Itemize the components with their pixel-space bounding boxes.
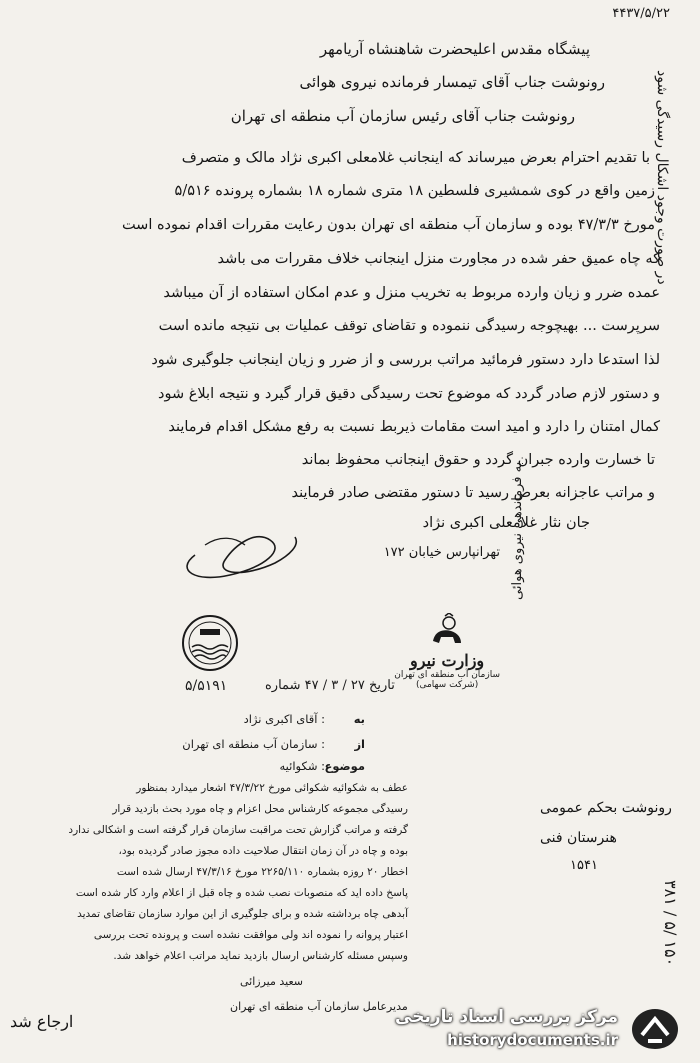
right-margin-note: در صورت وجود اشکال رسیدگی شود — [654, 70, 670, 285]
memo-signer-title: مدیرعامل سازمان آب منطقه ای تهران — [230, 1000, 408, 1013]
right-margin-note: رونوشت بحکم عمومی — [540, 800, 672, 816]
subject-label: موضوع — [324, 759, 365, 773]
letter-line: با تقدیم احترام بعرض میرساند که اینجانب غلامعلی اکبری نژاد مالک و متصرف — [181, 150, 650, 166]
memo-to-field — [244, 712, 365, 726]
lion-and-sun-emblem-icon — [427, 613, 467, 647]
memo-number: ۵/۵۱۹۱ — [185, 678, 228, 694]
memo-body-line: اعتبار پروانه را نموده اند ولی موافقت نشده است و پرونده تحت بررسی — [93, 929, 408, 941]
memo-body-line: اخطار ۲۰ روزه بشماره ۲۲۶۵/۱۱۰ مورخ ۴۷/۳/۱۶ ارسال شده است — [116, 866, 408, 878]
right-margin-note: هنرستان فنی — [540, 830, 617, 846]
letter-line: لذا استدعا دارد دستور فرمائید مراتب بررسی و از ضرر و زیان اینجانب جلوگیری شود — [151, 352, 660, 368]
letter-line: تا خسارت وارده جبران گردد و حقوق اینجانب محفوظ بماند — [301, 452, 655, 468]
ministry-block — [394, 613, 500, 690]
letter-line: زمین واقع در کوی شمشیری فلسطین ۱۸ متری شماره ۱۸ بشماره پرونده ۵/۵۱۶ — [174, 183, 655, 199]
sender-address: تهرانپارس خیابان ۱۷۲ — [383, 545, 500, 560]
memo-body-line: بوده و چاه در آن زمان انتقال صلاحیت داده مجوز صادر گردیده بود، — [118, 845, 408, 857]
memo-body-line: رسیدگی مجموعه کارشناس محل اعزام و چاه مورد بحث بازدید قرار — [112, 803, 408, 815]
from-value: : سازمان آب منطقه ای تهران — [182, 737, 325, 751]
salutation-line: پیشگاه مقدس اعلیحضرت شاهنشاه آریامهر — [319, 40, 590, 58]
subject-value: : شکوائیه — [279, 759, 325, 773]
org-type: (شرکت سهامی) — [415, 680, 479, 690]
reference-number: ۴۴۳۷/۵/۲۲ — [612, 6, 670, 21]
memo-letterhead — [170, 605, 500, 715]
org-name: سازمان آب منطقه ای تهران — [394, 670, 500, 680]
letter-line: کمال امتنان را دارد و امید است مقامات ذیربط نسبت به رفع مشکل اقدام فرمایند — [168, 419, 660, 435]
letter-line: و مراتب عاجزانه بعرض رسید تا دستور مقتضی صادر فرمایند — [291, 485, 655, 501]
letter-line: که چاه عمیق حفر شده در مجاورت منزل اینجانب خلاف مقررات می باشد — [217, 251, 660, 267]
water-org-seal-icon — [180, 613, 240, 673]
memo-body-line: عطف به شکوائیه شکوائی مورخ ۴۷/۳/۲۲ اشعار میدارد بمنظور — [136, 782, 408, 794]
to-value: : آقای اکبری نژاد — [243, 712, 325, 726]
letter-line: عمده ضرر و زیان وارده مربوط به تخریب منزل و عدم امکان استفاده از آن میباشد — [163, 285, 660, 301]
memo-body-line: وسپس مسئله کارشناس ارسال بازدید نماید مراتب اعلام خواهد شد. — [113, 950, 408, 962]
letter-line: و دستور لازم صادر گردد که موضوع تحت رسیدگی دقیق قرار گیرد و نتیجه ابلاغ شود — [158, 386, 660, 402]
closing-line: جان نثار غلامعلی اکبری نژاد — [422, 515, 590, 531]
letter-line: مورخ ۴۷/۳/۳ بوده و سازمان آب منطقه ای تهران بدون رعایت مقررات اقدام نموده است — [121, 217, 655, 233]
salutation-line: رونوشت جناب آقای تیمسار فرمانده نیروی هوائی — [299, 73, 605, 91]
letter-line: سرپرست ... بهیچوجه رسیدگی ننموده و تقاضای توقف عملیات بی نتیجه مانده است — [158, 318, 660, 334]
margin-note-vertical: به فرماندهی نیروی هوائی — [510, 461, 525, 600]
memo-signer-name: سعید میرزائی — [240, 975, 303, 988]
from-label: از — [354, 737, 365, 751]
right-margin-note: ۱۵۴۱ — [570, 858, 598, 873]
memo-subject-field — [280, 759, 366, 773]
memo-body-line: پاسخ داده اید که منصوبات نصب شده و چاه قبل از اعلام وارد کار شده است — [75, 887, 408, 899]
bottom-left-note: ارجاع شد — [10, 1012, 74, 1031]
right-margin-vertical-number: ۱۵۰ /۵ / ۳۸۱ — [661, 880, 680, 967]
watermark-title: مرکز بررسی اسناد تاریخی — [395, 1007, 618, 1027]
to-label: به — [353, 712, 365, 726]
memo-date: تاریخ ۲۷ / ۳ / ۴۷ شماره — [265, 678, 395, 693]
ministry-name: وزارت نیرو — [410, 651, 485, 670]
archive-logo-icon — [628, 1005, 682, 1053]
signature-scribble — [175, 515, 305, 585]
memo-body-line: آبدهی چاه برداشته شده و برای جلوگیری از این موارد سازمان تقاضای تمدید — [77, 908, 408, 920]
memo-from-field — [182, 737, 365, 751]
watermark-url: historydocuments.ir — [447, 1031, 618, 1049]
memo-body-line: گرفته و مراتب گزارش تحت مراقبت سازمان قرار گرفته است و اشکالی ندارد — [68, 824, 408, 836]
salutation-line: رونوشت جناب آقای رئیس سازمان آب منطقه ای تهران — [230, 107, 575, 125]
watermark — [390, 1003, 690, 1055]
